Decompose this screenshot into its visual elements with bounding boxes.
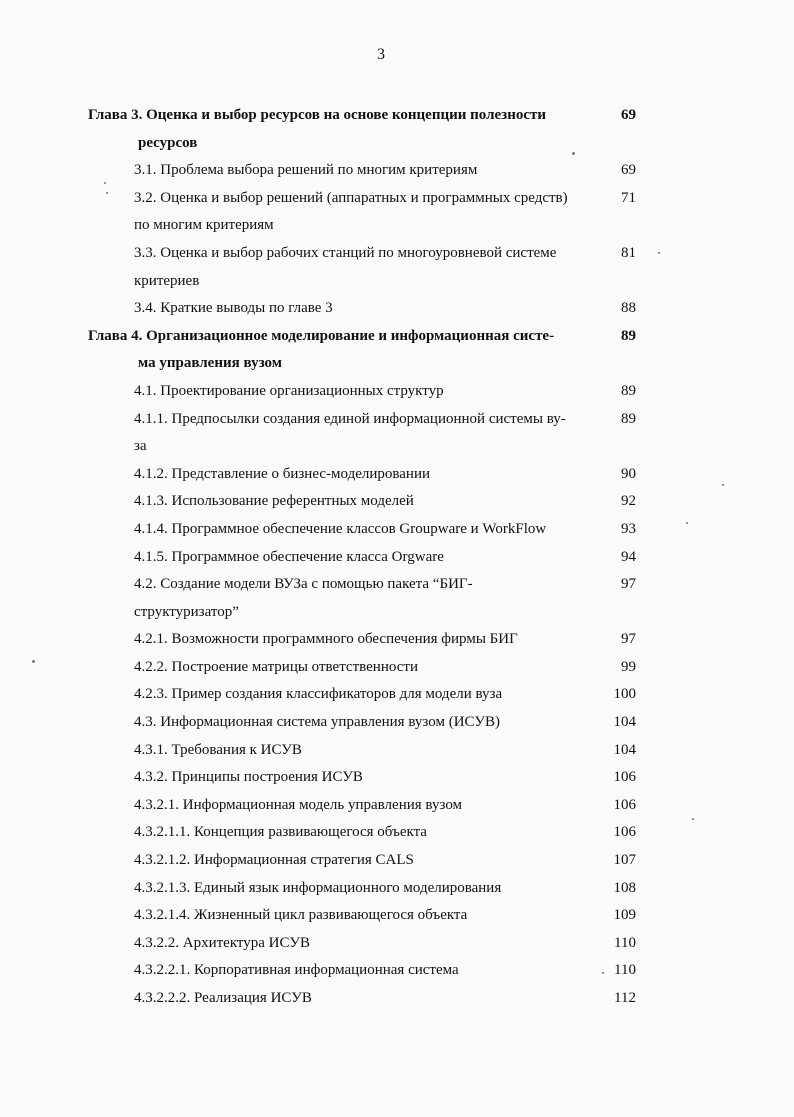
- toc-entry-page: 94: [621, 548, 636, 565]
- toc-entry-page: 110: [614, 934, 636, 951]
- toc-entry-title: по многим критериям: [134, 217, 274, 234]
- toc-entry-title: 3.3. Оценка и выбор рабочих станций по многоуровневой системе: [134, 244, 557, 261]
- toc-entry-page: 112: [614, 990, 636, 1006]
- toc-chapter-heading: [0, 104, 794, 132]
- toc-entry-page: 110: [614, 962, 636, 979]
- toc-entry-page: 106: [613, 824, 636, 841]
- toc-entry: [0, 656, 794, 684]
- toc-entry-page: 107: [613, 852, 636, 869]
- toc-entry: [0, 380, 794, 408]
- toc-entry: [0, 849, 794, 877]
- toc-entry-page: 88: [621, 300, 636, 317]
- toc-entry-title: 4.3.2.1.3. Единый язык информационного моделирования: [134, 879, 502, 896]
- toc-entry-title: критериев: [134, 272, 200, 289]
- toc-entry-title: 4.1.3. Использование референтных моделей: [134, 493, 414, 510]
- toc-entry-title: 4.1.4. Программное обеспечение классов Groupware и WorkFlow: [134, 520, 547, 537]
- scan-speck: [686, 522, 688, 524]
- page-number: 3: [377, 46, 385, 63]
- toc-entry-page: 104: [613, 714, 636, 731]
- toc-entry: [0, 739, 794, 767]
- toc-entry-page: 81: [621, 244, 636, 261]
- toc-entry-title: 4.3.2.1. Информационная модель управления вузом: [134, 796, 463, 813]
- toc-entry-title: 4.2.3. Пример создания классификаторов для модели вуза: [134, 686, 503, 703]
- toc-entry: [0, 463, 794, 491]
- toc-entry-title: Глава 4. Организационное моделирование и информационная систе-: [88, 327, 555, 344]
- toc-entry-title: 4.3. Информационная система управления вузом (ИСУВ): [134, 714, 500, 731]
- toc-entry-title: 3.2. Оценка и выбор решений (аппаратных и программных средств): [134, 189, 568, 206]
- table-of-contents: [0, 104, 794, 1015]
- toc-entry-title: 3.4. Краткие выводы по главе 3: [134, 300, 333, 317]
- toc-entry: [0, 766, 794, 794]
- toc-entry-title: 4.2.2. Построение матрицы ответственности: [134, 658, 418, 675]
- toc-entry-title: 4.3.1. Требования к ИСУВ: [134, 741, 302, 758]
- toc-entry-title: 4.3.2.2.1. Корпоративная информационная система: [134, 962, 459, 979]
- toc-entry: [0, 904, 794, 932]
- toc-entry: [0, 628, 794, 656]
- toc-entry: [0, 711, 794, 739]
- toc-entry-title: 4.3.2.1.2. Информационная стратегия CALS: [134, 852, 414, 869]
- toc-entry: [0, 408, 794, 436]
- toc-entry-title: 4.2. Создание модели ВУЗа с помощью пакета “БИГ-: [134, 576, 473, 593]
- toc-entry: [0, 601, 794, 629]
- scan-speck: [722, 484, 724, 486]
- toc-entry: [0, 932, 794, 960]
- scan-speck: [658, 252, 660, 254]
- toc-entry: [0, 959, 794, 987]
- toc-entry: [0, 490, 794, 518]
- toc-entry-page: 97: [621, 576, 636, 593]
- toc-entry: [0, 242, 794, 270]
- toc-entry-page: 69: [621, 162, 636, 179]
- toc-entry-title: за: [134, 438, 147, 455]
- toc-entry-title: 4.3.2.2. Архитектура ИСУВ: [134, 934, 310, 951]
- scan-speck: [104, 182, 106, 184]
- toc-entry-title: 4.1. Проектирование организационных структур: [134, 382, 444, 399]
- toc-entry: [0, 683, 794, 711]
- toc-chapter-heading: [0, 352, 794, 380]
- toc-entry-page: 109: [613, 907, 636, 924]
- toc-entry-page: 89: [621, 382, 636, 399]
- scan-speck: [692, 818, 694, 820]
- toc-entry-page: 71: [621, 189, 636, 206]
- toc-entry: [0, 187, 794, 215]
- toc-entry-title: 4.1.2. Представление о бизнес-моделировании: [134, 465, 431, 482]
- toc-entry-title: 4.2.1. Возможности программного обеспечения фирмы БИГ: [134, 631, 518, 648]
- toc-entry: [0, 214, 794, 242]
- toc-entry-page: 92: [621, 493, 636, 510]
- toc-entry: [0, 297, 794, 325]
- scan-speck: [602, 972, 604, 974]
- toc-entry: [0, 435, 794, 463]
- toc-entry-page: 89: [621, 410, 636, 427]
- toc-entry-page: 106: [613, 769, 636, 786]
- toc-entry-title: 4.1.1. Предпосылки создания единой информационной системы ву-: [134, 410, 566, 427]
- toc-entry: [0, 877, 794, 905]
- toc-entry: [0, 794, 794, 822]
- toc-entry-page: 89: [621, 327, 636, 344]
- scan-speck: [572, 152, 575, 155]
- toc-entry: [0, 270, 794, 298]
- toc-entry: [0, 573, 794, 601]
- toc-entry: [0, 159, 794, 187]
- toc-entry-page: 100: [613, 686, 636, 703]
- toc-entry-page: 93: [621, 520, 636, 537]
- toc-entry: [0, 546, 794, 574]
- toc-chapter-heading: [0, 132, 794, 160]
- toc-entry-page: 104: [613, 741, 636, 758]
- toc-entry: [0, 518, 794, 546]
- toc-entry-page: 99: [621, 658, 636, 675]
- toc-entry: [0, 987, 794, 1015]
- toc-entry-page: 90: [621, 465, 636, 482]
- toc-entry-title: 4.3.2.2.2. Реализация ИСУВ: [134, 990, 312, 1006]
- toc-entry-page: 108: [613, 879, 636, 896]
- toc-entry-title: ма управления вузом: [138, 355, 282, 372]
- toc-entry-title: 3.1. Проблема выбора решений по многим критериям: [134, 162, 478, 179]
- toc-entry-title: 4.1.5. Программное обеспечение класса Orgware: [134, 548, 444, 565]
- toc-entry-title: 4.3.2.1.4. Жизненный цикл развивающегося объекта: [134, 907, 468, 924]
- toc-entry-title: 4.3.2.1.1. Концепция развивающегося объекта: [134, 824, 427, 841]
- toc-entry-page: 106: [613, 796, 636, 813]
- toc-entry-title: Глава 3. Оценка и выбор ресурсов на основе концепции полезности: [88, 107, 547, 123]
- scan-speck: [106, 192, 108, 194]
- scan-speck: [32, 660, 35, 663]
- toc-entry-title: ресурсов: [138, 134, 198, 151]
- toc-chapter-heading: [0, 325, 794, 353]
- toc-entry: [0, 821, 794, 849]
- toc-entry-page: 97: [621, 631, 636, 648]
- toc-entry-title: структуризатор”: [134, 603, 239, 620]
- toc-entry-title: 4.3.2. Принципы построения ИСУВ: [134, 769, 363, 786]
- toc-entry-page: 69: [621, 107, 636, 123]
